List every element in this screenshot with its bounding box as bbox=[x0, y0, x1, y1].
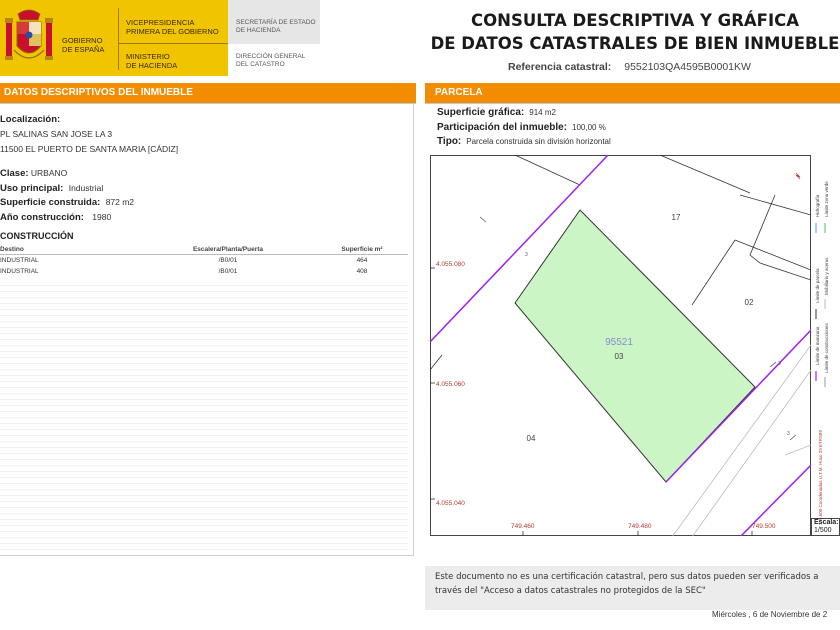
boundary-line bbox=[735, 240, 811, 270]
parcel-polygon[interactable] bbox=[515, 210, 755, 482]
dimension-tick bbox=[480, 217, 486, 222]
direccion-text bbox=[236, 53, 305, 69]
sec-line-1: SECRETARÍA DE ESTADO bbox=[236, 19, 316, 26]
construccion-table bbox=[0, 244, 408, 277]
boundary-line bbox=[515, 155, 580, 185]
localizacion-label bbox=[0, 114, 60, 125]
dimension-tick bbox=[790, 435, 796, 440]
street-mark: 3 bbox=[778, 361, 781, 367]
parcel-sub-label: 03 bbox=[614, 352, 624, 361]
legend-item: Hidrografía bbox=[815, 194, 820, 217]
scale-value: 1/500 bbox=[814, 527, 832, 534]
parcela-header: PARCELA bbox=[425, 83, 840, 103]
boundary-line bbox=[660, 155, 750, 193]
government-logo-block bbox=[0, 0, 320, 76]
min-line-2: DE HACIENDA bbox=[126, 61, 178, 70]
ministerio-text bbox=[126, 52, 177, 70]
anio-row bbox=[0, 212, 111, 223]
direccion-band bbox=[228, 44, 320, 76]
ref-value: 9552103QA4595B0001KW bbox=[624, 61, 751, 73]
anio-label: Año construcción: bbox=[0, 212, 84, 223]
scale-label: Escala: bbox=[814, 519, 839, 526]
cadastral-map[interactable] bbox=[430, 155, 840, 537]
uso-value: Industrial bbox=[68, 183, 104, 193]
table-row bbox=[0, 266, 408, 277]
clase-label: Clase: bbox=[0, 168, 29, 179]
legend-item: Límite de parcela bbox=[815, 268, 820, 303]
block-boundary-line bbox=[740, 465, 811, 537]
ref-label: Referencia catastral: bbox=[508, 61, 612, 73]
legend-item: Límite zona verde bbox=[824, 181, 829, 217]
x-coord-label: 749.460 bbox=[511, 523, 535, 530]
col-superficie: Superficie m² bbox=[341, 246, 383, 253]
cell-superficie: 408 bbox=[356, 268, 368, 275]
participacion-label: Participación del inmueble: bbox=[437, 122, 568, 133]
sec-line-2: DE HACIENDA bbox=[236, 27, 281, 34]
sup-grafica-label: Superficie gráfica: bbox=[437, 107, 525, 118]
dir-line-1: DIRECCIÓN GENERAL bbox=[236, 53, 306, 60]
cell-escalera: /B0/01 bbox=[218, 257, 238, 264]
sup-grafica-value: 914 m2 bbox=[529, 108, 556, 117]
legend-item: Mobiliario y aceras bbox=[824, 257, 829, 295]
gobierno-espana-text bbox=[62, 36, 104, 54]
x-coord-label: 749.500 bbox=[752, 523, 776, 530]
min-line-1: MINISTERIO bbox=[126, 52, 170, 61]
participacion-row bbox=[437, 122, 606, 133]
coord-system-label: 749.500 Coordenadas U.T.M. Huso 29 ETRS89 bbox=[818, 429, 823, 525]
superficie-value: 872 m2 bbox=[105, 197, 135, 207]
address-line-1: PL SALINAS SAN JOSE LA 3 bbox=[0, 129, 113, 139]
vicepresidencia-text bbox=[126, 18, 219, 36]
boundary-line bbox=[740, 195, 811, 215]
superficie-label: Superficie construida: bbox=[0, 197, 101, 208]
dimension-tick bbox=[770, 362, 776, 367]
hydrography-symbol-icon bbox=[796, 173, 800, 179]
table-empty-rows bbox=[0, 280, 408, 550]
localizacion-label-text: Localización: bbox=[0, 114, 61, 125]
clase-value: URBANO bbox=[30, 168, 68, 178]
sidewalk-line bbox=[785, 445, 811, 455]
gov-line-1: GOBIERNO bbox=[62, 36, 103, 45]
title-line-2: DE DATOS CATASTRALES DE BIEN INMUEBLE bbox=[430, 34, 840, 53]
anio-value: 1980 bbox=[92, 212, 112, 222]
parcel-number-label: 95521 bbox=[605, 337, 633, 348]
superficie-row bbox=[0, 197, 134, 208]
vice-line-1: VICEPRESIDENCIA bbox=[126, 18, 195, 27]
title-line-1: CONSULTA DESCRIPTIVA Y GRÁFICA bbox=[471, 11, 799, 30]
x-coord-label: 749.480 bbox=[628, 523, 652, 530]
secretaria-text bbox=[236, 19, 316, 35]
boundary-line bbox=[692, 240, 735, 305]
table-header-row bbox=[0, 244, 408, 255]
neighbor-label: 17 bbox=[671, 213, 681, 222]
cell-destino: INDUSTRIAL bbox=[0, 257, 39, 264]
col-escalera: Escalera/Planta/Puerta bbox=[192, 246, 264, 253]
neighbor-label: 04 bbox=[526, 434, 536, 443]
spain-coat-of-arms-icon bbox=[4, 8, 54, 68]
datos-descriptivos-header: DATOS DESCRIPTIVOS DEL INMUEBLE bbox=[0, 83, 416, 103]
clase-row bbox=[0, 168, 67, 179]
document-title bbox=[430, 9, 840, 55]
col-destino: Destino bbox=[0, 246, 24, 253]
gov-divider bbox=[118, 8, 119, 70]
street-mark: 3 bbox=[525, 252, 528, 258]
referencia-catastral bbox=[508, 61, 751, 73]
superficie-grafica-row bbox=[437, 107, 556, 118]
boundary-line bbox=[430, 355, 442, 370]
datos-descriptivos-panel bbox=[0, 104, 414, 556]
legend-item: Límite de manzana bbox=[815, 326, 820, 365]
document-date: Miércoles , 6 de Noviembre de 2 bbox=[712, 610, 828, 619]
y-coord-label: 4.055.080 bbox=[436, 261, 465, 268]
tipo-value: Parcela construida sin división horizontal bbox=[466, 137, 611, 146]
cell-destino: INDUSTRIAL bbox=[0, 268, 39, 275]
table-row bbox=[0, 255, 408, 266]
neighbor-label: 02 bbox=[744, 298, 754, 307]
street-mark: 3 bbox=[787, 431, 790, 437]
construccion-title: CONSTRUCCIÓN bbox=[0, 231, 74, 241]
disclaimer-note: Este documento no es una certificación catastral, pero sus datos pueden ser verificados a través del "Acceso a datos catastrales no protegidos de la SEC" bbox=[425, 566, 840, 610]
gov-line-2: DE ESPAÑA bbox=[62, 45, 105, 54]
participacion-value: 100,00 % bbox=[572, 123, 606, 132]
dir-line-2: DEL CATASTRO bbox=[236, 61, 285, 68]
map-scale bbox=[811, 518, 840, 536]
vice-line-2: PRIMERA DEL GOBIERNO bbox=[126, 27, 219, 36]
y-coord-label: 4.055.040 bbox=[436, 500, 465, 507]
cell-superficie: 464 bbox=[356, 257, 368, 264]
boundary-line bbox=[750, 195, 811, 280]
map-legend bbox=[796, 173, 829, 525]
uso-label: Uso principal: bbox=[0, 183, 64, 194]
cell-escalera: /B0/01 bbox=[218, 268, 238, 275]
uso-row bbox=[0, 183, 103, 194]
secretaria-band bbox=[228, 0, 320, 44]
y-coord-label: 4.055.060 bbox=[436, 381, 465, 388]
legend-item: Límite de construcciones bbox=[824, 323, 829, 373]
tipo-row bbox=[437, 136, 611, 147]
government-yellow-band bbox=[0, 0, 228, 76]
tipo-label: Tipo: bbox=[437, 136, 462, 147]
address-line-2: 11500 EL PUERTO DE SANTA MARIA [CÁDIZ] bbox=[0, 144, 179, 154]
